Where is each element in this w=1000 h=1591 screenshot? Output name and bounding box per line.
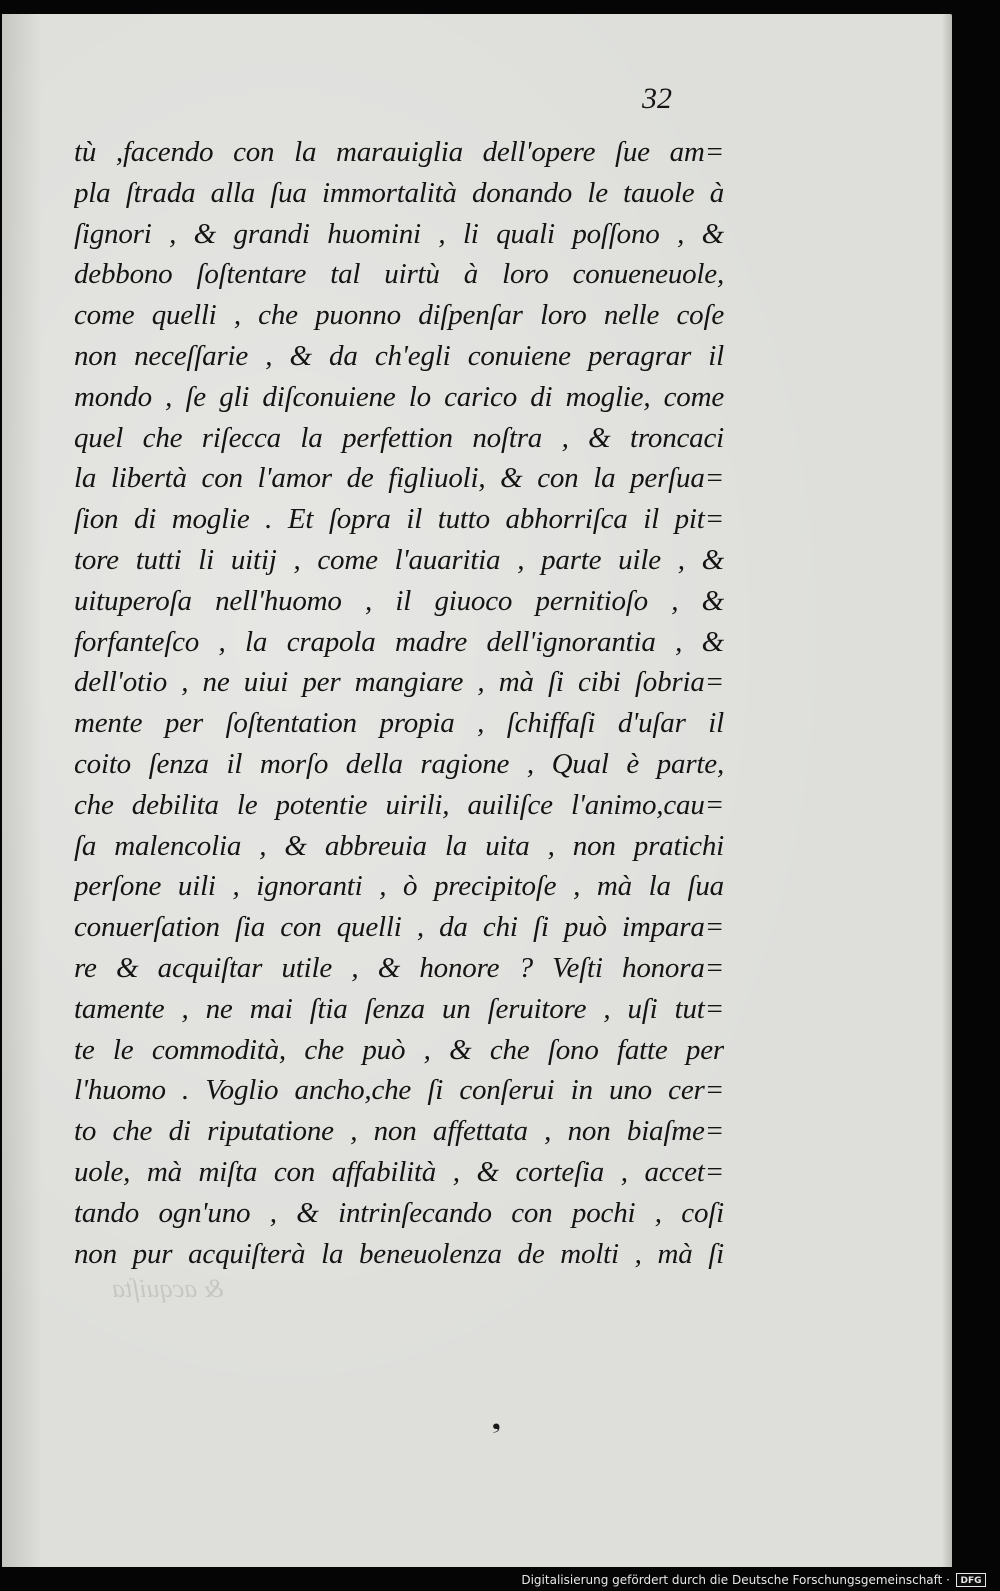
text-line: to che di riputatione , non affettata , non biaſme= — [74, 1115, 724, 1148]
text-line: coito ſenza il morſo della ragione , Qual è parte, — [74, 747, 724, 780]
text-line: ſignori , & grandi huomini , li quali poſſono , & — [74, 217, 724, 250]
text-line: te le commodità, che può , & che ſono fatte per — [74, 1033, 724, 1066]
text-line: la libertà con l'amor de figliuoli, & con la perſua= — [74, 462, 724, 495]
text-line: tore tutti li uitij , come l'auaritia , parte uile , & — [74, 543, 724, 576]
book-page — [2, 14, 952, 1567]
text-line: re & acquiſtar utile , & honore ? Veſti honora= — [74, 951, 724, 984]
footer-bar — [0, 1567, 1000, 1591]
page-edge-shadow — [942, 14, 952, 1567]
show-through-text: & acquiſta — [112, 1274, 224, 1303]
text-line: mondo , ſe gli diſconuiene lo carico di moglie, come — [74, 380, 724, 413]
text-line: conuerſation ſia con quelli , da chi ſi può impara= — [74, 911, 724, 944]
text-line: tamente , ne mai ſtia ſenza un ſeruitore , uſi tut= — [74, 992, 724, 1025]
text-line: che debilita le potentie uirili, auiliſce l'animo,cau= — [74, 788, 724, 821]
text-line: ſion di moglie . Et ſopra il tutto abhorriſca il pit= — [74, 503, 724, 536]
ornament-mark: ❟ — [492, 1409, 501, 1434]
text-line: non pur acquiſterà la beneuolenza de molti , mà ſi — [74, 1237, 724, 1270]
text-line: dell'otio , ne uiui per mangiare , mà ſi cibi ſobria= — [74, 666, 724, 699]
text-line: quel che riſecca la perfettion noſtra , & troncaci — [74, 421, 724, 454]
text-line: tù ,facendo con la marauiglia dell'opere ſue am= — [74, 136, 724, 168]
dfg-logo: DFG — [956, 1573, 986, 1587]
text-line: tando ogn'uno , & intrinſecando con pochi , coſi — [74, 1196, 724, 1229]
digitization-credit: Digitalisierung gefördert durch die Deutsche Forschungsgemeinschaft · — [521, 1573, 950, 1587]
text-line: debbono ſoſtentare tal uirtù à loro conueneuole, — [74, 258, 724, 291]
text-line: forfanteſco , la crapola madre dell'ignorantia , & — [74, 625, 724, 658]
text-line: uole, mà miſta con affabilità , & corteſia , accet= — [74, 1155, 724, 1188]
text-line: ſa malencolia , & abbreuia la uita , non pratichi — [74, 829, 724, 862]
text-line: mente per ſoſtentation propia , ſchiffaſi d'uſar il — [74, 707, 724, 740]
text-line: l'huomo . Voglio ancho,che ſi conſerui in uno cer= — [74, 1074, 724, 1107]
text-line: come quelli , che puonno diſpenſar loro nelle coſe — [74, 299, 724, 332]
page-number: 32 — [642, 82, 672, 115]
text-line: non neceſſarie , & da ch'egli conuiene peragrar il — [74, 339, 724, 372]
text-line: uituperoſa nell'huomo , il giuoco pernitioſo , & — [74, 584, 724, 617]
text-line: pla ſtrada alla ſua immortalità donando le tauole à — [74, 176, 724, 209]
text-block — [74, 132, 724, 1274]
text-line: perſone uili , ignoranti , ò precipitoſe , mà la ſua — [74, 870, 724, 903]
